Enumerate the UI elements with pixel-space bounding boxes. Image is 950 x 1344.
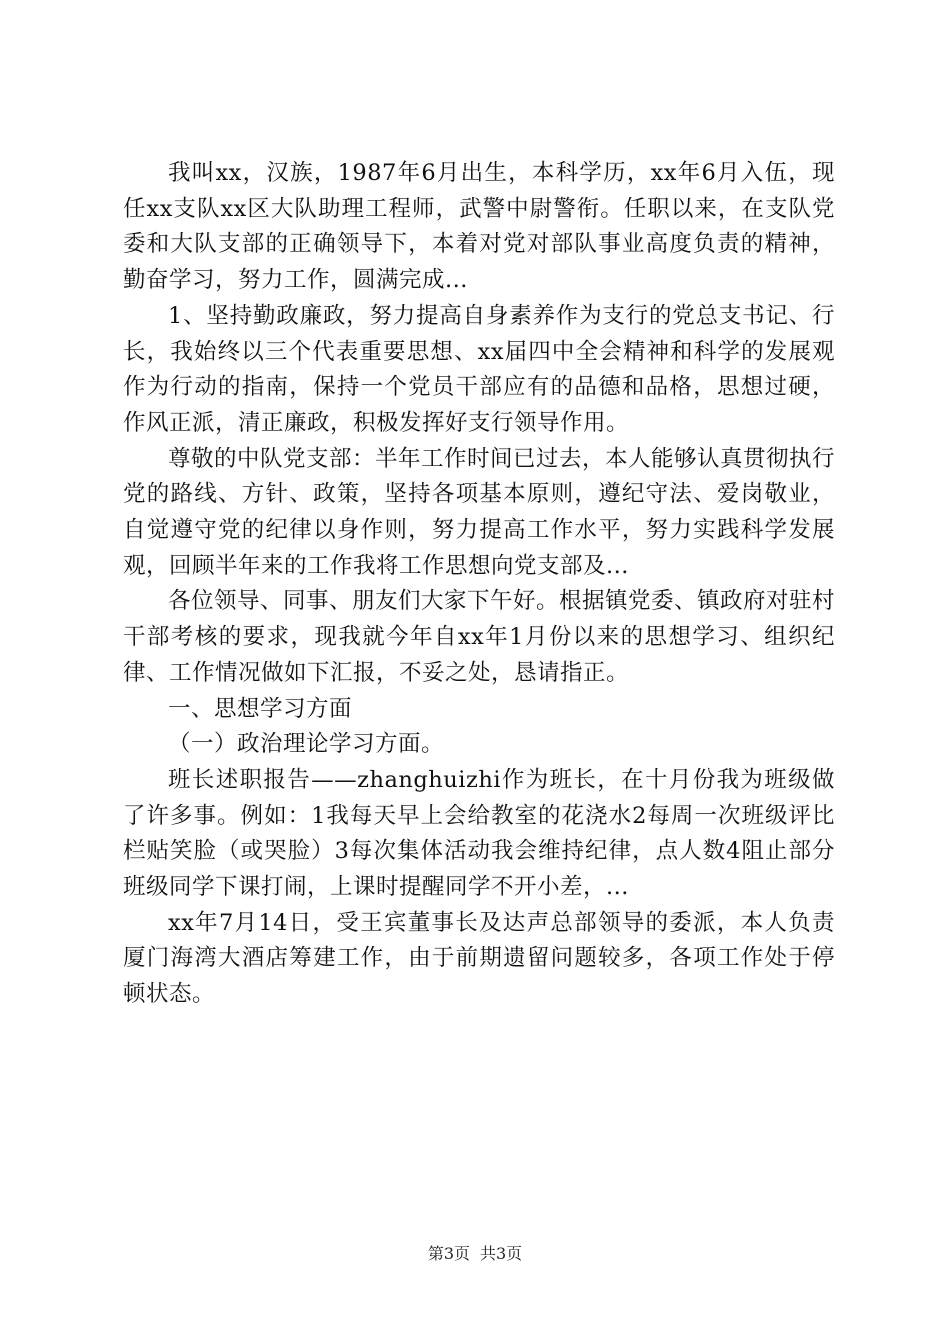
subsection-heading: （一）政治理论学习方面。 [168,731,445,758]
paragraph-integrity: 1、坚持勤政廉政，努力提高自身素养作为支行的党总支书记、行长，我始终以三个代表重要思想、xx届四中全会精神和科学的发展观作为行动的指南，保持一个党员干部应有的品德和品格，思想过硬，作风正派，清正廉政，积极发挥好支行领导作用。 [123,302,835,436]
paragraph-intro: 我叫xx，汉族，1987年6月出生，本科学历，xx年6月入伍，现任xx支队xx区大队助理工程师，武警中尉警衔。任职以来，在支队党委和大队支部的正确领导下，本着对党对部队事业高度负责的精神，勤奋学习，努力工作，圆满完成... [123,160,835,294]
section-heading: 一、思想学习方面 [168,695,353,722]
paragraph-hotel: xx年7月14日，受王宾董事长及达声总部领导的委派，本人负责厦门海湾大酒店筹建工作，由于前期遗留问题较多，各项工作处于停顿状态。 [123,909,835,1008]
paragraph-greeting: 各位领导、同事、朋友们大家下午好。根据镇党委、镇政府对驻村干部考核的要求，现我就今年自xx年1月份以来的思想学习、组织纪律、工作情况做如下汇报，不妥之处，恳请指正。 [123,588,836,686]
page-footer [0,1243,950,1265]
document-body [123,156,835,1013]
page-total: 共3页 [480,1244,523,1263]
paragraph-party-branch: 尊敬的中队党支部：半年工作时间已过去，本人能够认真贯彻执行党的路线、方针、政策，坚持各项基本原则，遵纪守法、爱岗敬业，自觉遵守党的纪律以身作则，努力提高工作水平，努力实践科学发展观，回顾半年来的工作我将工作思想向党支部及... [123,445,836,579]
paragraph-monitor-report: 班长述职报告——zhanghuizhi作为班长，在十月份我为班级做了许多事。例如：1我每天早上会给教室的花浇水2每周一次班级评比栏贴笑脸（或哭脸）3每次集体活动我会维持纪律，点人数4阻止部分班级同学下课打闹，上课时提醒同学不开小差，... [123,766,835,901]
page-number: 第3页 [427,1244,470,1263]
